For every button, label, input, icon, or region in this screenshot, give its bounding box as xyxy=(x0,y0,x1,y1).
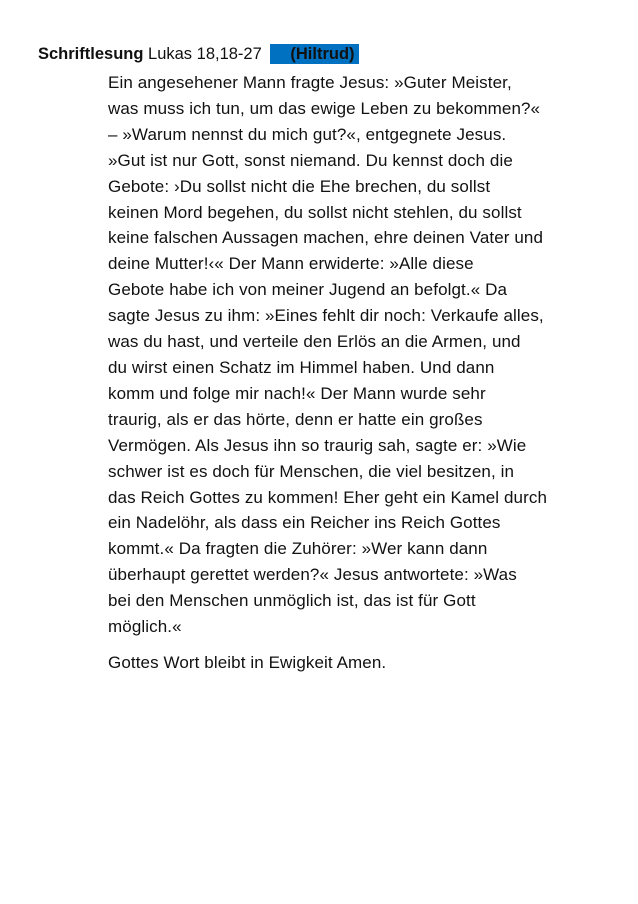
text-line: deine Mutter!‹« Der Mann erwiderte: »Alle diese xyxy=(108,254,474,274)
text-line: was muss ich tun, um das ewige Leben zu bekommen?« xyxy=(108,98,541,118)
text-line: kommt.« Da fragten die Zuhörer: »Wer kann dann xyxy=(108,539,488,559)
text-line: Ein angesehener Mann fragte Jesus: »Guter Meister, xyxy=(108,73,512,92)
reading-label: Schriftlesung xyxy=(38,45,144,63)
text-line: überhaupt gerettet werden?« Jesus antwortete: »Was xyxy=(108,565,517,585)
text-line: bei den Menschen unmöglich ist, das ist für Gott xyxy=(108,591,476,611)
text-line: was du hast, und verteile den Erlös an die Armen, und xyxy=(108,332,521,352)
text-line: – »Warum nennst du mich gut?«, entgegnete Jesus. xyxy=(108,124,507,144)
text-line: Gebote: ›Du sollst nicht die Ehe brechen, du sollst xyxy=(108,176,491,196)
reading-heading xyxy=(38,44,359,64)
reading-text xyxy=(108,70,608,676)
text-line: keinen Mord begehen, du sollst nicht stehlen, du sollst xyxy=(108,202,522,222)
text-line: möglich.« xyxy=(108,617,182,637)
text-line: Gebote habe ich von meiner Jugend an befolgt.« Da xyxy=(108,280,508,300)
text-line: traurig, als er das hörte, denn er hatte ein großes xyxy=(108,409,483,429)
reader-name: (Hiltrud) xyxy=(290,45,355,63)
text-line: sagte Jesus zu ihm: »Eines fehlt dir noch: Verkaufe alles, xyxy=(108,306,544,326)
text-line: das Reich Gottes zu kommen! Eher geht ein Kamel durch xyxy=(108,487,548,507)
text-line: ein Nadelöhr, als dass ein Reicher ins Reich Gottes xyxy=(108,513,501,533)
text-line: »Gut ist nur Gott, sonst niemand. Du kennst doch die xyxy=(108,150,513,170)
text-line: schwer ist es doch für Menschen, die viel besitzen, in xyxy=(108,461,515,481)
reader-name-highlight xyxy=(270,44,358,64)
text-line: keine falschen Aussagen machen, ehre deinen Vater und xyxy=(108,228,544,248)
text-line: Vermögen. Als Jesus ihn so traurig sah, sagte er: »Wie xyxy=(108,435,527,455)
text-line: du wirst einen Schatz im Himmel haben. Und dann xyxy=(108,357,495,377)
closing-line: Gottes Wort bleibt in Ewigkeit Amen. xyxy=(108,652,387,672)
scripture-reference: Lukas 18,18-27 xyxy=(148,45,262,63)
text-line: komm und folge mir nach!« Der Mann wurde sehr xyxy=(108,383,486,403)
